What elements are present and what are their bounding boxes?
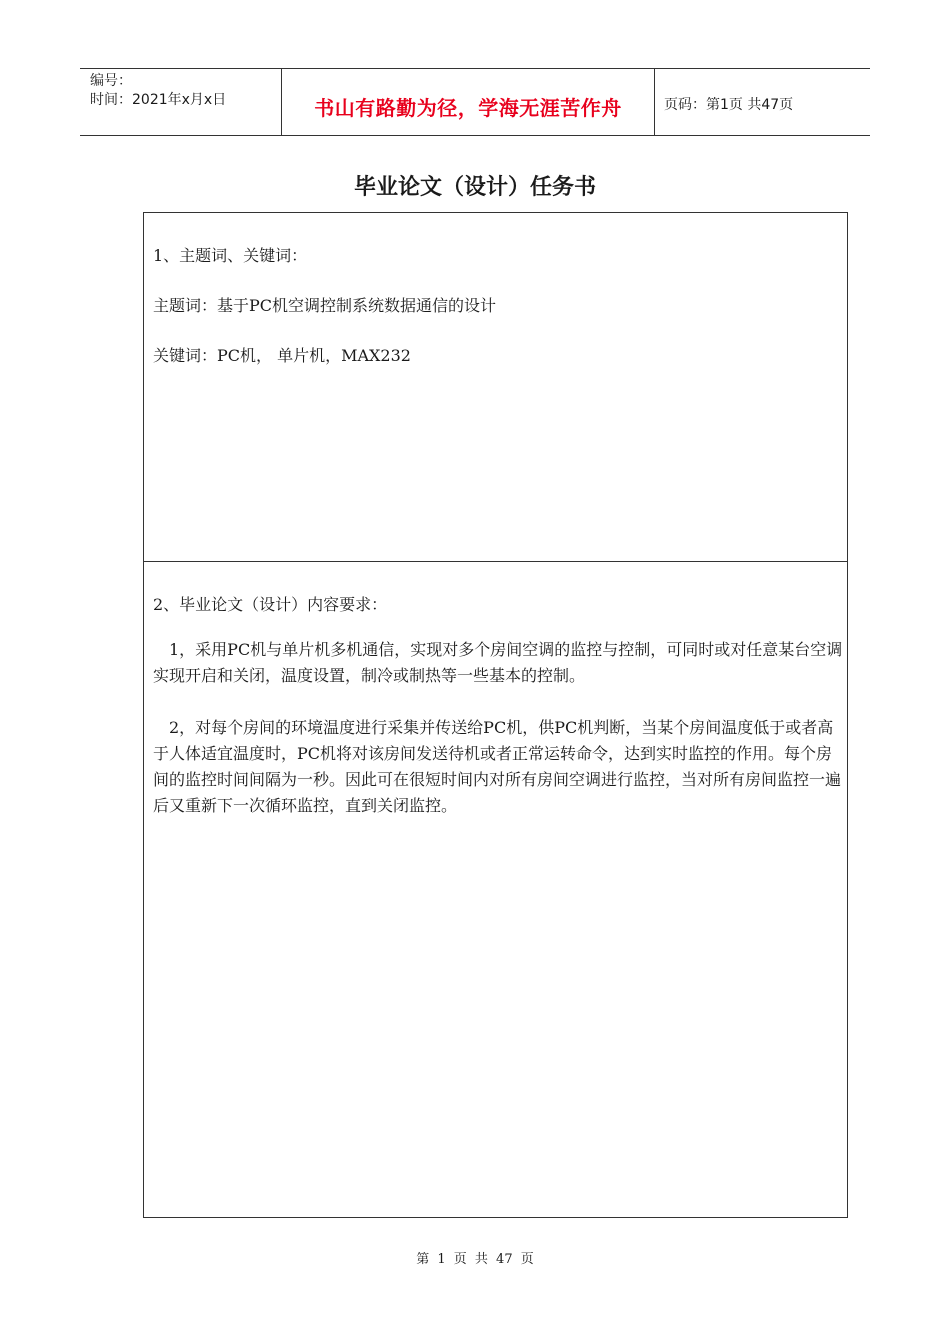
topic-line: 主题词：基于PC机空调控制系统数据通信的设计 bbox=[153, 296, 497, 315]
keywords-line: 关键词：PC机， 单片机，MAX232 bbox=[153, 346, 411, 365]
header-bottom-rule bbox=[80, 135, 870, 136]
header-top-rule bbox=[80, 68, 870, 69]
requirement-paragraph-1: 1，采用PC机与单片机多机通信，实现对多个房间空调的监控与控制，可同时或对任意某台空调实现开启和关闭，温度设置，制冷或制热等一些基本的控制。 bbox=[153, 640, 843, 685]
header-divider-right bbox=[654, 68, 655, 136]
section1-heading: 1、主题词、关键词： bbox=[153, 246, 308, 265]
requirement-paragraph-2: 2，对每个房间的环境温度进行采集并传送给PC机，供PC机判断，当某个房间温度低于或者高于人体适宜温度时，PC机将对该房间发送待机或者正常运转命令，达到实时监控的作用。每个房间的监控时间间隔为一秒。因此可在很短时间内对所有房间空调进行监控，当对所有房间监控一遍后又重新下一次循环监控，直到关闭监控。 bbox=[153, 718, 842, 815]
page-footer: 第 1 页 共 47 页 bbox=[416, 1252, 534, 1267]
document-title: 毕业论文（设计）任务书 bbox=[353, 175, 596, 200]
header-page-info: 页码：第1页 共47页 bbox=[664, 97, 794, 113]
section2-heading: 2、毕业论文（设计）内容要求： bbox=[153, 595, 388, 614]
header-motto: 书山有路勤为径，学海无涯苦作舟 bbox=[314, 96, 622, 120]
header-meta bbox=[90, 72, 226, 110]
number-label: 编号： bbox=[90, 73, 132, 89]
date-label: 时间：2021年x月x日 bbox=[90, 92, 227, 108]
